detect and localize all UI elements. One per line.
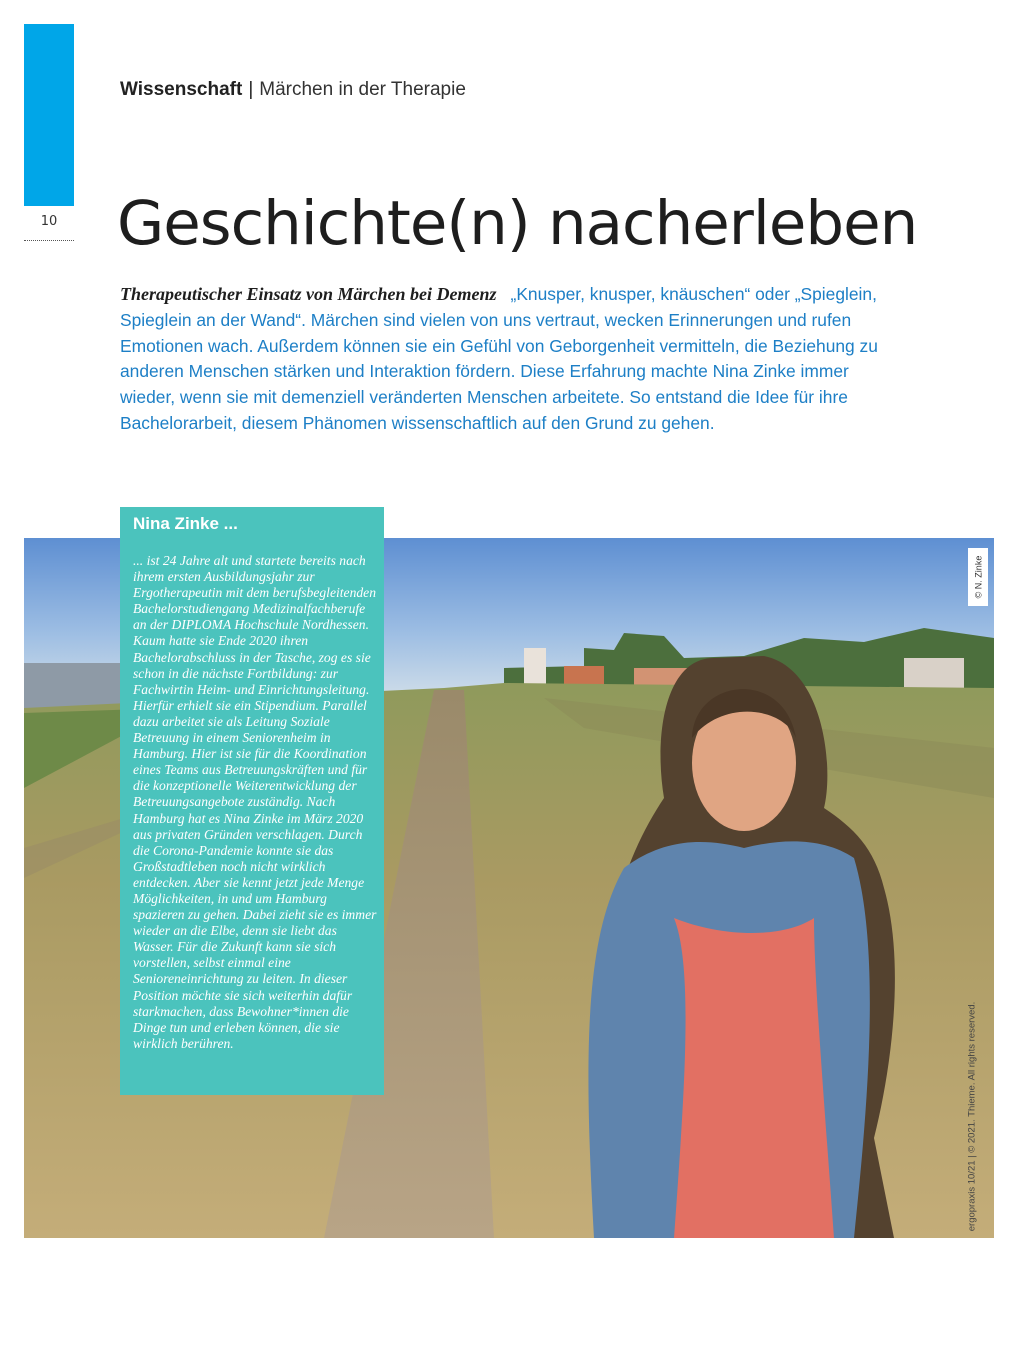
section-header — [120, 79, 466, 101]
section-topic: Märchen in der Therapie — [259, 79, 466, 100]
photo-credit: © N. Zinke — [968, 548, 988, 606]
page-number-dotted-rule — [24, 240, 74, 241]
section-separator: | — [248, 79, 254, 100]
page-number: 10 — [40, 214, 58, 229]
article-lead — [120, 282, 890, 437]
copyright-notice: ergopraxis 10/21 | © 2021. Thieme. All rights reserved. — [966, 1001, 978, 1231]
section-color-bar — [24, 24, 74, 206]
bio-title: Nina Zinke ... — [133, 514, 238, 533]
bio-text: ... ist 24 Jahre alt und startete bereits nach ihrem ersten Ausbildungsjahr zur Ergotherapeutin mit dem berufsbegleitenden Bachelorstudiengang Medizinalfachberufe an der DIPLOMA Hochschule Nordhessen. Kaum hatte sie Ende 2020 ihren Bachelorabschluss in der Tasche, zog es sie schon in die nächste Fortbildung: zur Fachwirtin Heim- und Einrichtungsleitung. Hierfür erhielt sie ein Stipendium. Parallel dazu arbeitet sie als Leitung Soziale Betreuung in einem Seniorenheim in Hamburg. Hier ist sie für die Koordination eines Teams aus Betreuungskräften und für die konzeptionelle Weiterentwicklung der Betreuungsangebote zuständig. Nach Hamburg hat es Nina Zinke im März 2020 aus privaten Gründen verschlagen. Durch die Corona-Pandemie konnte sie das Großstadtleben noch nicht wirklich entdecken. Aber sie kennt jetzt jede Menge Möglichkeiten, in und um Hamburg spazieren zu gehen. Dabei zieht sie es immer wieder an die Elbe, denn sie liebt das Wasser. Für die Zukunft kann sie sich vorstellen, selbst einmal eine Senioreneinrichtung zu leiten. In dieser Position möchte sie sich weiterhin dafür starkmachen, dass Bewohner*innen die Dinge tun und erleben können, die sie wirklich berühren. — [133, 553, 377, 1051]
bio-box — [120, 507, 384, 1095]
article-kicker: Therapeutischer Einsatz von Märchen bei Demenz — [120, 284, 497, 304]
article-title: Geschichte(n) nacherleben — [117, 188, 918, 259]
article-lead-text: „Knusper, knusper, knäuschen“ oder „Spieglein, Spieglein an der Wand“. Märchen sind vielen von uns vertraut, wecken Erinnerungen und rufen Emotionen wach. Außerdem können sie ein Gefühl von Geborgenheit vermitteln, die Beziehung zu anderen Menschen stärken und Interaktion fördern. Diese Erfahrung machte Nina Zinke immer wieder, wenn sie mit demenziell veränderten Menschen arbeitete. So entstand die Idee für ihre Bachelorarbeit, diesem Phänomen wissenschaftlich auf den Grund zu gehen. — [120, 284, 878, 433]
section-name: Wissenschaft — [120, 79, 243, 100]
